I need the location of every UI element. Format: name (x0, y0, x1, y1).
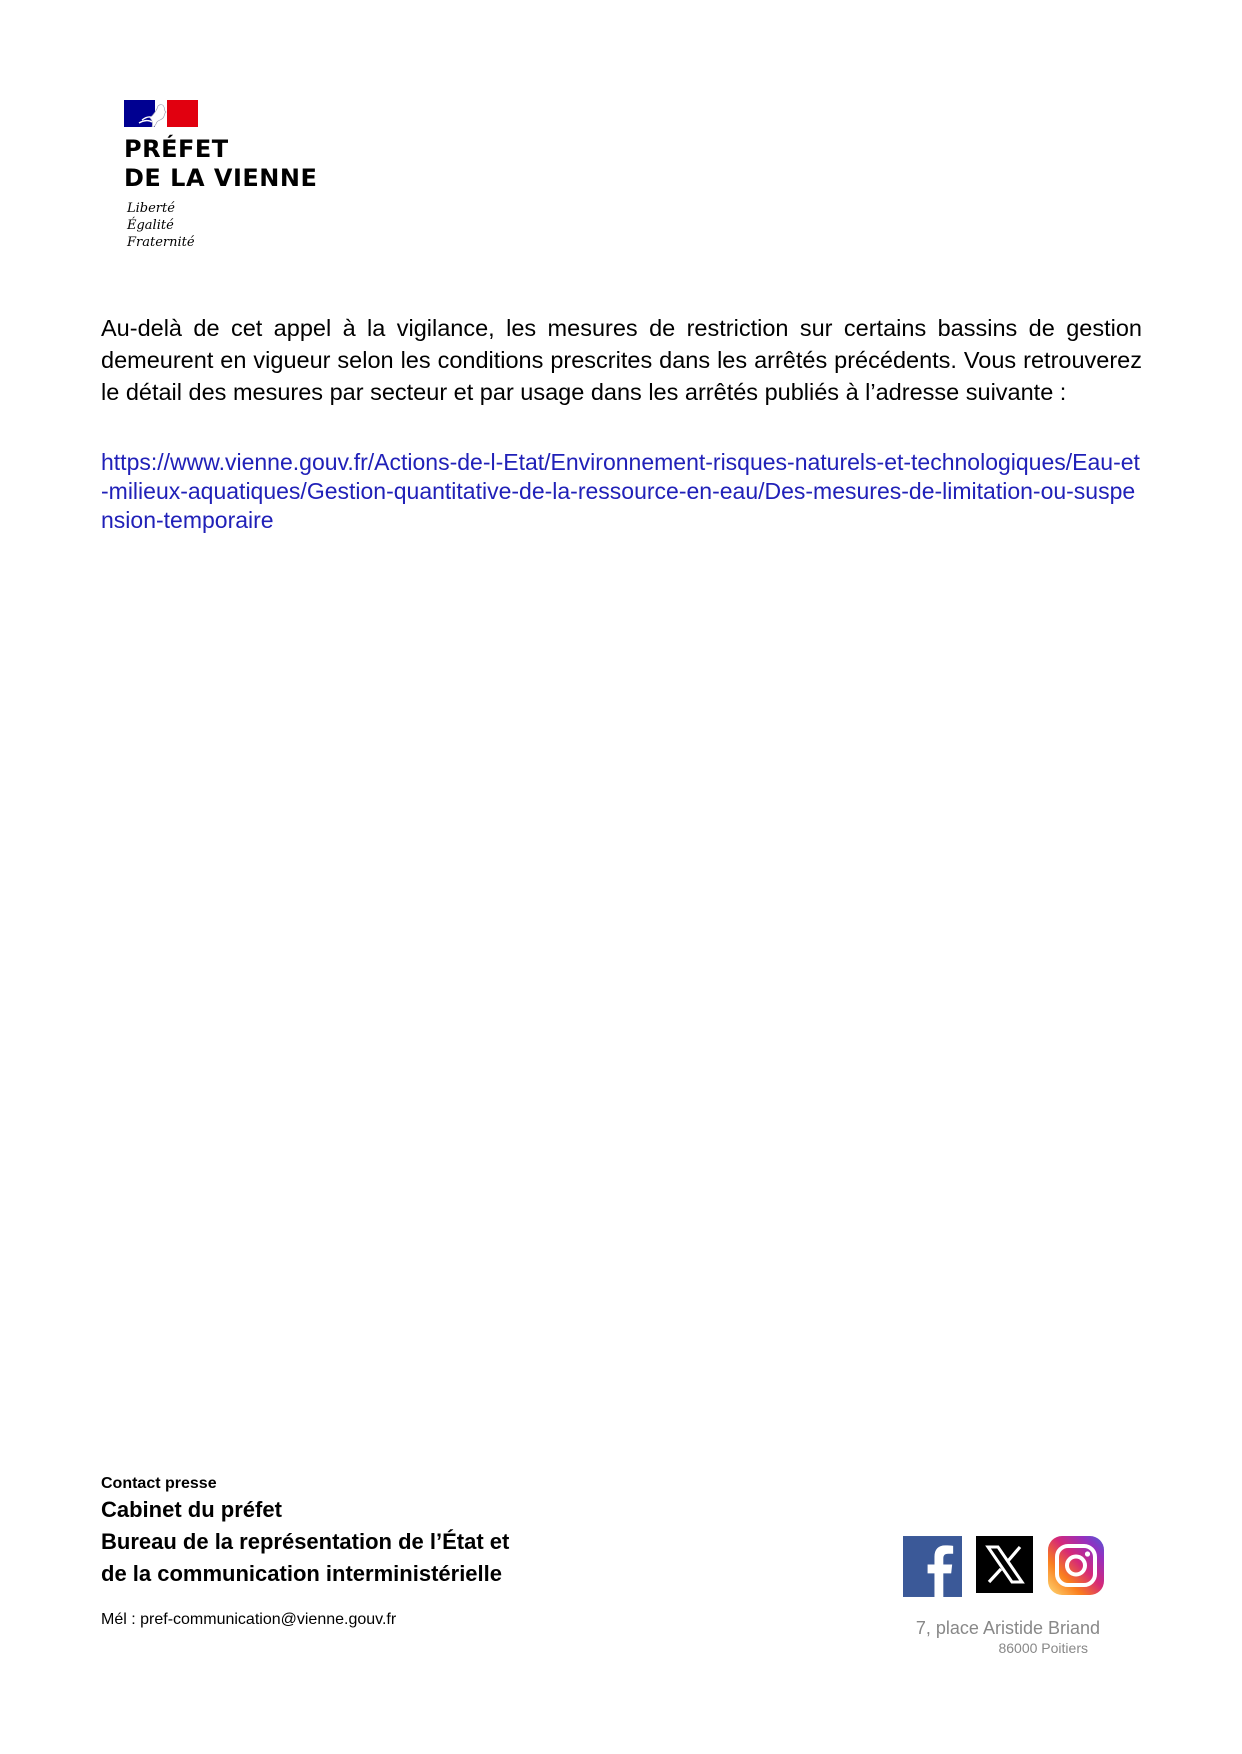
contact-email[interactable]: Mél : pref-communication@vienne.gouv.fr (101, 1611, 397, 1628)
logo-title-line2: DE LA VIENNE (124, 164, 318, 192)
facebook-icon[interactable] (903, 1536, 962, 1597)
logo-title-line1: PRÉFET (124, 135, 229, 163)
body-paragraph: Au-delà de cet appel à la vigilance, les mesures de restriction sur certains bassins de gestion demeurent en vigueur selon les conditions prescrites dans les arrêtés précédents. Vous retrouverez le détail des mesures par secteur et par usage dans les arrêtés publiés à l’adresse suivante : (101, 315, 1142, 405)
contact-line-cabinet: Cabinet du préfet (101, 1497, 282, 1522)
contact-line-communication: de la communication interministérielle (101, 1561, 502, 1586)
address-city: 86000 Poitiers (998, 1640, 1088, 1656)
contact-heading: Contact presse (101, 1475, 217, 1492)
press-contact (101, 1474, 801, 1630)
postal-address (916, 1617, 1100, 1657)
motto-liberte: Liberté (127, 201, 175, 216)
address-street: 7, place Aristide Briand (915, 1618, 1100, 1638)
x-icon[interactable] (976, 1536, 1033, 1593)
instagram-icon[interactable] (1048, 1536, 1104, 1595)
contact-line-bureau: Bureau de la représentation de l’État et (101, 1529, 510, 1554)
motto-fraternite: Fraternité (127, 235, 195, 250)
marianne-flag-icon (124, 100, 198, 127)
republic-motto (127, 200, 195, 251)
motto-egalite: Égalité (127, 218, 174, 233)
restrictions-link[interactable]: https://www.vienne.gouv.fr/Actions-de-l-Etat/Environnement-risques-naturels-et-technologiques/Eau-et-milieux-aquatiques/Gestion-quantitative-de-la-ressource-en-eau/Des-mesures-de-limitation-ou-suspension-temporaire (101, 449, 1140, 533)
